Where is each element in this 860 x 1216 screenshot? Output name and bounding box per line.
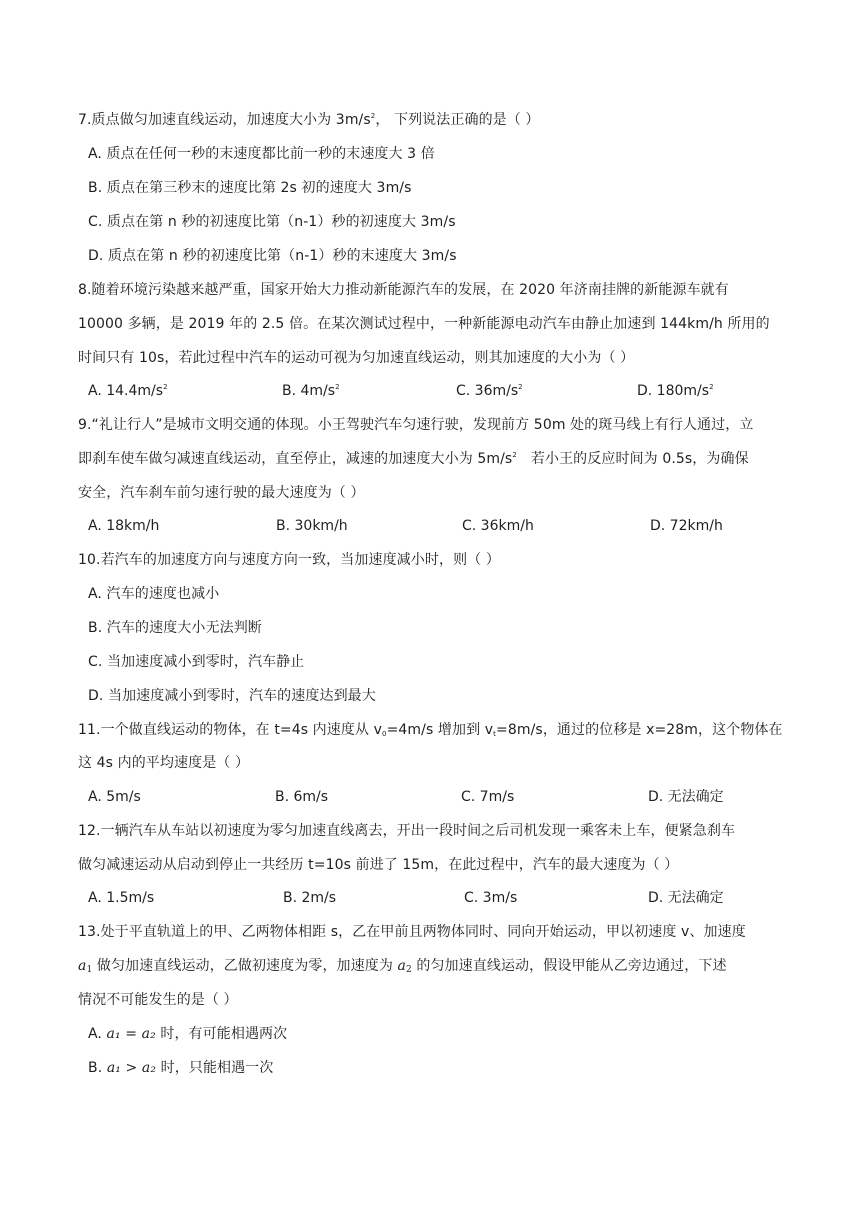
q9-option-c: C. 36km/h — [462, 518, 534, 534]
q9-stem-line2: 即刹车使车做匀减速直线运动，直至停止，减速的加速度大小为 $5m/s^2$ 若小王的反应时间为 0.5s，为确保 — [78, 451, 749, 467]
q13-var-a1: $a_1$ — [78, 958, 93, 975]
q12-option-d: D. 无法确定 — [648, 890, 724, 906]
q11-option-b: B. 6m/s — [275, 789, 329, 805]
q7-option-c: C. 质点在第 n 秒的初速度比第（n-1）秒的初速度大 3m/s — [88, 214, 456, 230]
q13-option-a: A. a₁ = a₂ 时，有可能相遇两次 — [88, 1026, 288, 1042]
q13-stem-line3: 情况不可能发生的是（ ） — [78, 992, 238, 1008]
q13-var-a2: $a_2$ — [397, 958, 412, 975]
q10-stem: 10.若汽车的加速度方向与速度方向一致，当加速度减小时，则（ ） — [78, 552, 500, 568]
q8-option-b: B. $4m/s^2$ — [282, 383, 340, 399]
q11-option-c: C. 7m/s — [461, 789, 515, 805]
q11-stem-line1: 11.一个做直线运动的物体，在 t=4s 内速度从 $v_0=4m/s$ 增加到 $v_t=8m/s$，通过的位移是 x=28m，这个物体在 — [78, 722, 783, 738]
q10-option-b: B. 汽车的速度大小无法判断 — [88, 620, 262, 636]
q12-stem-line2: 做匀减速运动从启动到停止一共经历 t=10s 前进了 15m，在此过程中，汽车的最大速度为（ ） — [78, 857, 679, 873]
q11-option-a: A. 5m/s — [88, 789, 141, 805]
q8-stem-line2: 10000 多辆，是 2019 年的 2.5 倍。在某次测试过程中，一种新能源电动汽车由静止加速到 144km/h 所用的 — [78, 316, 770, 332]
q8-option-a: A. $14.4m/s^2$ — [88, 383, 168, 399]
q10-option-a: A. 汽车的速度也减小 — [88, 586, 220, 602]
q7-option-a: A. 质点在任何一秒的末速度都比前一秒的末速度大 3 倍 — [88, 146, 435, 162]
q11-stem-line2: 这 4s 内的平均速度是（ ） — [78, 755, 250, 771]
q7-option-d: D. 质点在第 n 秒的初速度比第（n-1）秒的末速度大 3m/s — [88, 248, 457, 264]
q12-option-a: A. 1.5m/s — [88, 890, 155, 906]
q9-option-d: D. 72km/h — [650, 518, 723, 534]
q9-option-a: A. 18km/h — [88, 518, 160, 534]
q10-option-d: D. 当加速度减小到零时，汽车的速度达到最大 — [88, 688, 376, 704]
q7-stem: 7.质点做匀加速直线运动，加速度大小为 $3m/s^2$， 下列说法正确的是（ ） — [78, 112, 540, 128]
q9-stem-line3: 安全，汽车刹车前匀速行驶的最大速度为（ ） — [78, 485, 365, 501]
q13-stem-line2: $a_1$ 做匀加速直线运动，乙做初速度为零，加速度为 $a_2$ 的匀加速直线运动，假设甲能从乙旁边通过，下述 — [78, 958, 727, 975]
q9-option-b: B. 30km/h — [276, 518, 348, 534]
q8-stem-line1: 8.随着环境污染越来越严重，国家开始大力推动新能源汽车的发展，在 2020 年济南挂牌的新能源车就有 — [78, 282, 729, 298]
q12-stem-line1: 12.一辆汽车从车站以初速度为零匀加速直线离去，开出一段时间之后司机发现一乘客未上车，便紧急刹车 — [78, 823, 736, 839]
q7-option-b: B. 质点在第三秒末的速度比第 2s 初的速度大 3m/s — [88, 180, 412, 196]
q9-stem-line1: 9.“礼让行人”是城市文明交通的体现。小王驾驶汽车匀速行驶，发现前方 50m 处的斑马线上有行人通过，立 — [78, 417, 754, 433]
q13-option-b: B. a₁ > a₂ 时，只能相遇一次 — [88, 1060, 274, 1076]
q8-option-c: C. $36m/s^2$ — [456, 383, 523, 399]
q8-option-d: D. $180m/s^2$ — [637, 383, 714, 399]
q8-stem-line3: 时间只有 10s，若此过程中汽车的运动可视为匀加速直线运动，则其加速度的大小为（ ） — [78, 350, 635, 366]
q13-stem-line1: 13.处于平直轨道上的甲、乙两物体相距 s，乙在甲前且两物体同时、同向开始运动，甲以初速度 v、加速度 — [78, 924, 746, 940]
q12-option-c: C. 3m/s — [464, 890, 518, 906]
q12-option-b: B. 2m/s — [283, 890, 337, 906]
q11-option-d: D. 无法确定 — [648, 789, 724, 805]
q10-option-c: C. 当加速度减小到零时，汽车静止 — [88, 654, 305, 670]
